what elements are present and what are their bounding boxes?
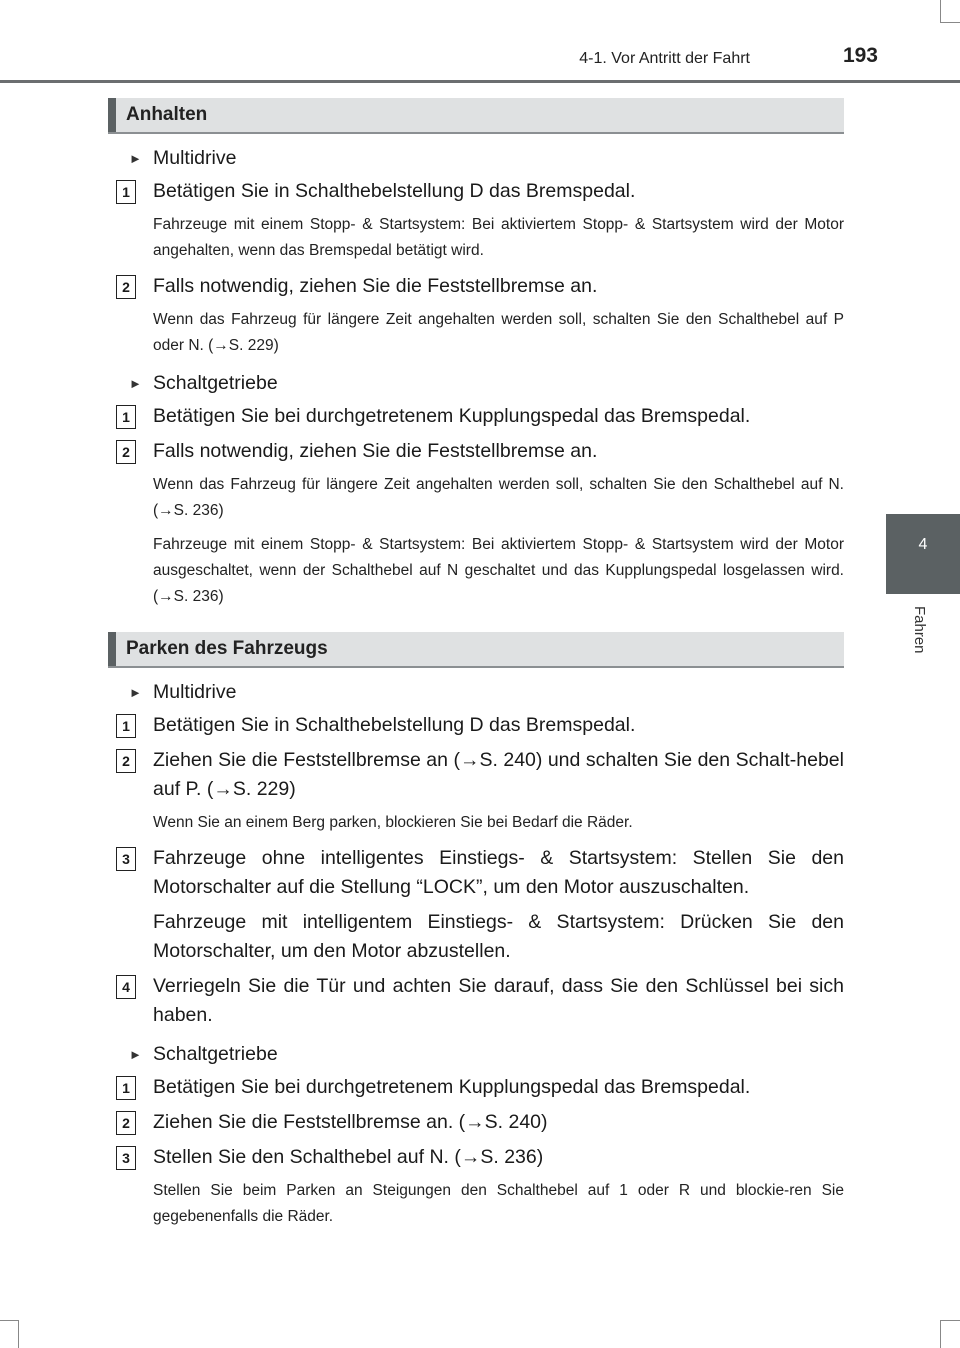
step-number: 1 [116, 180, 136, 204]
crop-mark [940, 1320, 941, 1348]
step [108, 972, 844, 1030]
step-note: Wenn das Fahrzeug für längere Zeit angehalten werden soll, schalten Sie den Schalthebel auf P oder N. (→S. 229) [153, 311, 844, 354]
step-text: Betätigen Sie bei durchgetretenem Kupplungspedal das Bremspedal. [153, 405, 751, 427]
step [108, 272, 844, 301]
crop-mark [940, 1320, 960, 1321]
section-title: Parken des Fahrzeugs [126, 638, 328, 659]
step-text: Falls notwendig, ziehen Sie die Feststellbremse an. [153, 275, 598, 297]
triangle-right-icon: ► [129, 151, 142, 166]
chapter-tab-label: Fahren [911, 606, 928, 654]
crop-mark [940, 22, 960, 23]
subsection-label: Schaltgetriebe [153, 372, 278, 394]
subsection-schaltgetriebe [108, 369, 844, 397]
triangle-right-icon: ► [129, 685, 142, 700]
step-continuation: Fahrzeuge mit intelligentem Einstiegs- & Startsystem: Drücken Sie den Motorschalter, um den Motor abzustellen. [153, 911, 844, 962]
step-number: 2 [116, 1111, 136, 1135]
step-text: Falls notwendig, ziehen Sie die Feststellbremse an. [153, 440, 598, 462]
step-text: Betätigen Sie in Schalthebelstellung D das Bremspedal. [153, 714, 636, 736]
step-number: 4 [116, 975, 136, 999]
step [108, 1143, 844, 1172]
step-number: 2 [116, 749, 136, 773]
crop-mark [940, 0, 941, 22]
step-number: 2 [116, 275, 136, 299]
page-content [108, 98, 844, 1238]
chapter-tab-number: 4 [918, 536, 928, 553]
step-text: Betätigen Sie in Schalthebelstellung D das Bremspedal. [153, 180, 636, 202]
chapter-tab [886, 514, 960, 594]
step-text: Stellen Sie den Schalthebel auf N. (→S. 236) [153, 1146, 544, 1168]
step-number: 1 [116, 1076, 136, 1100]
step-number: 2 [116, 440, 136, 464]
step [108, 1108, 844, 1137]
step-text: Ziehen Sie die Feststellbremse an (→S. 240) und schalten Sie den Schalt-hebel auf P. (→S. 229) [153, 749, 844, 800]
subsection-label: Multidrive [153, 147, 237, 169]
step-text: Ziehen Sie die Feststellbremse an. (→S. 240) [153, 1111, 548, 1133]
step-note: Fahrzeuge mit einem Stopp- & Startsystem: Bei aktiviertem Stopp- & Startsystem wird der Motor ausgeschaltet, wenn der Schalthebel auf N geschaltet und das Kupplungspedal losgelassen wird. (→S. 236) [153, 536, 844, 605]
section-heading-bar [108, 632, 116, 666]
step-number: 1 [116, 714, 136, 738]
step-text: Fahrzeuge ohne intelligentes Einstiegs- & Startsystem: Stellen Sie den Motorschalter auf die Stellung “LOCK”, um den Motor auszuschalten. [153, 847, 844, 898]
section-heading-bar [108, 98, 116, 132]
step [108, 177, 844, 206]
step [108, 402, 844, 431]
step [108, 1073, 844, 1102]
step-note: Wenn Sie an einem Berg parken, blockieren Sie bei Bedarf die Räder. [153, 814, 633, 831]
section-heading-parken [108, 632, 844, 668]
subsection-multidrive [108, 144, 844, 172]
step [108, 844, 844, 902]
triangle-right-icon: ► [129, 1047, 142, 1062]
step [108, 711, 844, 740]
subsection-schaltgetriebe [108, 1040, 844, 1068]
chapter-title: 4-1. Vor Antritt der Fahrt [579, 50, 750, 67]
step-note: Fahrzeuge mit einem Stopp- & Startsystem: Bei aktiviertem Stopp- & Startsystem wird der Motor angehalten, wenn das Bremspedal betätigt wird. [153, 216, 844, 259]
step-note: Wenn das Fahrzeug für längere Zeit angehalten werden soll, schalten Sie den Schalthebel auf N. (→S. 236) [153, 476, 844, 519]
subsection-multidrive [108, 678, 844, 706]
crop-mark [18, 1320, 19, 1348]
step [108, 437, 844, 466]
step-number: 3 [116, 1146, 136, 1170]
page-header [0, 0, 960, 84]
step-text: Verriegeln Sie die Tür und achten Sie darauf, dass Sie den Schlüssel bei sich haben. [153, 975, 844, 1026]
header-rule [0, 80, 960, 83]
step-text: Betätigen Sie bei durchgetretenem Kupplungspedal das Bremspedal. [153, 1076, 751, 1098]
step [108, 746, 844, 804]
section-title: Anhalten [126, 104, 208, 125]
step-number: 1 [116, 405, 136, 429]
step-note: Stellen Sie beim Parken an Steigungen den Schalthebel auf 1 oder R und blockie-ren Sie gegebenenfalls die Räder. [153, 1182, 844, 1225]
section-heading-anhalten [108, 98, 844, 134]
triangle-right-icon: ► [129, 376, 142, 391]
crop-mark [0, 1320, 18, 1321]
page-number: 193 [842, 44, 878, 67]
subsection-label: Multidrive [153, 681, 237, 703]
step-number: 3 [116, 847, 136, 871]
subsection-label: Schaltgetriebe [153, 1043, 278, 1065]
